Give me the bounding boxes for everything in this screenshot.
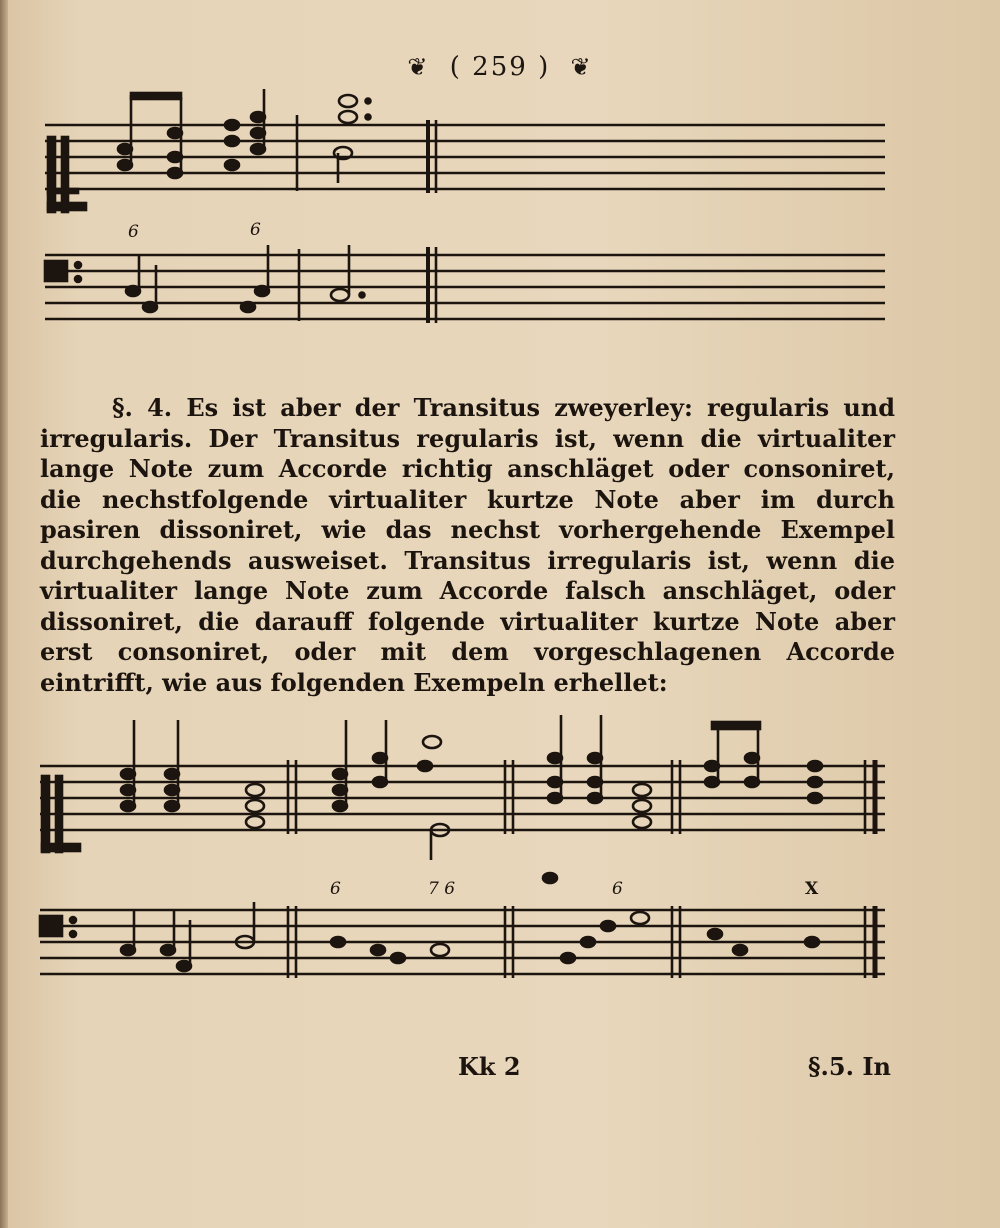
music-example-2 (0, 710, 1000, 1010)
body-paragraph (40, 393, 895, 698)
staff-lower (40, 910, 885, 974)
catchword: §.5. In (808, 1052, 891, 1081)
bass-figure: 6 (330, 879, 341, 899)
bass-figure: 6 (128, 222, 139, 242)
bass-figure: 6 (612, 879, 623, 899)
page-footer (0, 1052, 1000, 1092)
bass-figure: 7 6 (428, 879, 456, 899)
staff-lower (45, 255, 885, 319)
chord-notes (121, 715, 875, 860)
ornament-right-icon: ❦ (570, 53, 593, 81)
paragraph-text: §. 4. Es ist aber der Transitus zweyerley: regularis und irregularis. Der Transitus regularis ist, wenn die virtualiter lange Note zum Accorde richtig anschläget oder consoniret, die nechstfolgende virtualiter kurtze Note aber im durch pasiren dissoniret, wie das nechst vorhergehende Exempel durchgehends ausweiset. Transitus irregularis ist, wenn die virtualiter lange Note zum Accorde falsch anschläget, oder dissoniret, die darauff folgende virtualiter kurtze Note aber erst consoniret, oder mit dem vorgeschlagenen Accorde eintrifft, wie aus folgenden Exempeln erhellet: (40, 393, 895, 697)
bass-figure: X (805, 879, 819, 899)
page-header (0, 52, 1000, 82)
music-example-1 (0, 85, 1000, 350)
bass-figure: 6 (250, 220, 261, 240)
page-number: ( 259 ) (449, 52, 551, 82)
c-clef-icon (48, 137, 86, 212)
signature-mark: Kk 2 (458, 1052, 521, 1081)
bass-notes (126, 245, 436, 323)
ornament-left-icon: ❦ (407, 53, 430, 81)
